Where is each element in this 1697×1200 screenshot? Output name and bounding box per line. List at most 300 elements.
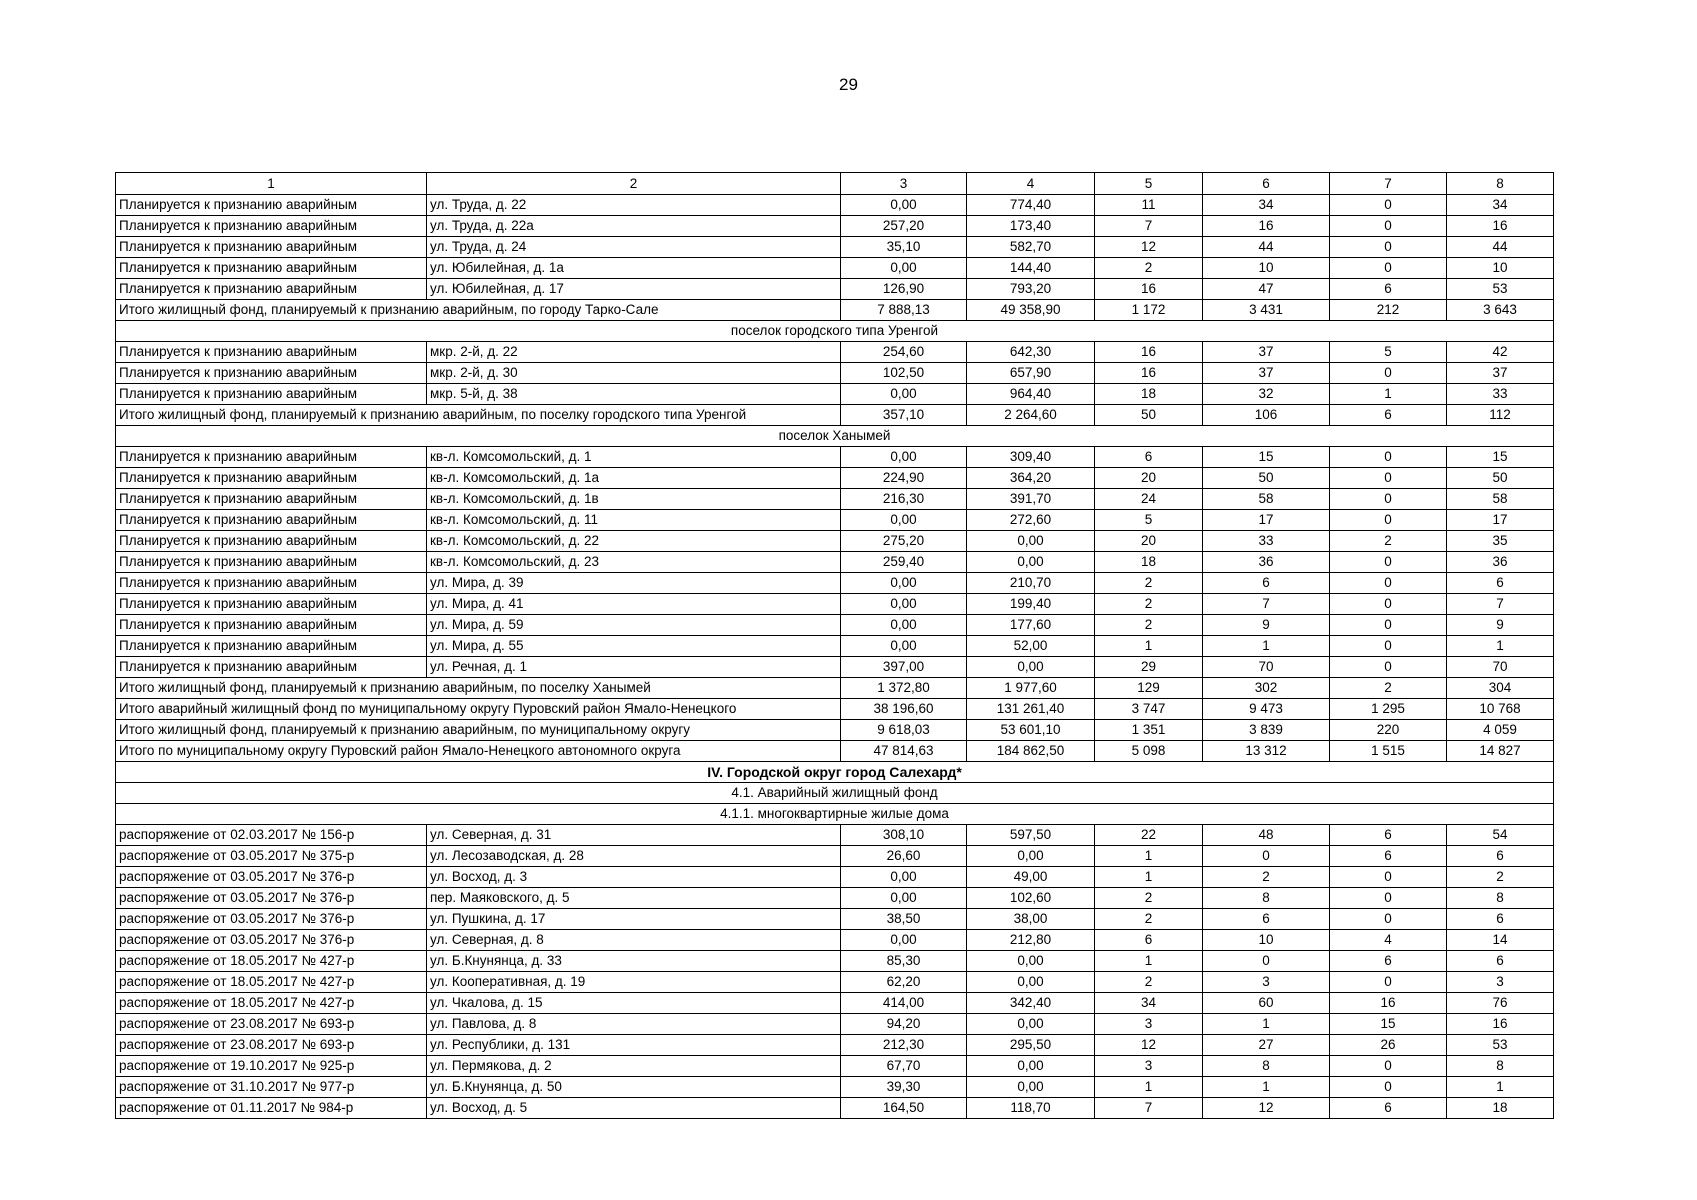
column-number-header: 5 (1095, 173, 1203, 195)
value-cell: 18 (1095, 552, 1203, 573)
value-cell: 102,50 (841, 363, 967, 384)
value-cell: 1 (1203, 1014, 1330, 1035)
section-header-row (116, 321, 1554, 342)
address-cell: ул. Восход, д. 3 (427, 867, 841, 888)
section-title-row (116, 762, 1554, 783)
basis-cell: распоряжение от 18.05.2017 № 427-р (116, 993, 427, 1014)
value-cell: 34 (1095, 993, 1203, 1014)
section-header: IV. Городской округ город Салехард* (116, 762, 1554, 783)
value-cell: 50 (1447, 468, 1554, 489)
section-header-row (116, 783, 1554, 804)
table-row (116, 1014, 1554, 1035)
address-cell: ул. Республики, д. 131 (427, 1035, 841, 1056)
table-row (116, 825, 1554, 846)
value-cell: 0,00 (841, 867, 967, 888)
value-cell: 85,30 (841, 951, 967, 972)
address-cell: мкр. 2-й, д. 22 (427, 342, 841, 363)
total-row (116, 678, 1554, 699)
value-cell: 16 (1203, 216, 1330, 237)
value-cell: 0 (1330, 510, 1447, 531)
value-cell: 26 (1330, 1035, 1447, 1056)
value-cell: 6 (1447, 573, 1554, 594)
address-cell: ул. Чкалова, д. 15 (427, 993, 841, 1014)
value-cell: 2 (1095, 258, 1203, 279)
value-cell: 33 (1203, 531, 1330, 552)
value-cell: 70 (1203, 657, 1330, 678)
total-row (116, 741, 1554, 762)
total-value-cell: 212 (1330, 300, 1447, 321)
table-row (116, 468, 1554, 489)
value-cell: 6 (1330, 846, 1447, 867)
address-cell: кв-л. Комсомольский, д. 23 (427, 552, 841, 573)
value-cell: 1 (1095, 846, 1203, 867)
basis-cell: распоряжение от 03.05.2017 № 376-р (116, 930, 427, 951)
address-cell: ул. Северная, д. 31 (427, 825, 841, 846)
value-cell: 6 (1203, 909, 1330, 930)
value-cell: 0,00 (841, 573, 967, 594)
value-cell: 35 (1447, 531, 1554, 552)
value-cell: 212,80 (967, 930, 1095, 951)
value-cell: 0,00 (841, 510, 967, 531)
basis-cell: Планируется к признанию аварийным (116, 552, 427, 573)
value-cell: 0 (1203, 846, 1330, 867)
total-value-cell: 106 (1203, 405, 1330, 426)
value-cell: 8 (1447, 1056, 1554, 1077)
total-value-cell: 302 (1203, 678, 1330, 699)
value-cell: 37 (1203, 342, 1330, 363)
total-label-cell: Итого жилищный фонд, планируемый к признанию аварийным, по поселку городского типа Уренгой (116, 405, 841, 426)
value-cell: 15 (1203, 447, 1330, 468)
column-number-header: 2 (427, 173, 841, 195)
value-cell: 774,40 (967, 195, 1095, 216)
address-cell: ул. Павлова, д. 8 (427, 1014, 841, 1035)
basis-cell: распоряжение от 03.05.2017 № 376-р (116, 888, 427, 909)
value-cell: 2 (1330, 531, 1447, 552)
value-cell: 76 (1447, 993, 1554, 1014)
value-cell: 12 (1203, 1098, 1330, 1119)
value-cell: 53 (1447, 1035, 1554, 1056)
value-cell: 7 (1203, 594, 1330, 615)
value-cell: 20 (1095, 468, 1203, 489)
value-cell: 36 (1447, 552, 1554, 573)
section-header: 4.1.1. многоквартирные жилые дома (116, 804, 1554, 825)
value-cell: 3 (1447, 972, 1554, 993)
basis-cell: Планируется к признанию аварийным (116, 237, 427, 258)
table-row (116, 1077, 1554, 1098)
address-cell: ул. Северная, д. 8 (427, 930, 841, 951)
section-header-row (116, 426, 1554, 447)
value-cell: 16 (1095, 342, 1203, 363)
value-cell: 58 (1203, 489, 1330, 510)
total-value-cell: 357,10 (841, 405, 967, 426)
total-row (116, 300, 1554, 321)
column-number-header: 7 (1330, 173, 1447, 195)
basis-cell: распоряжение от 18.05.2017 № 427-р (116, 972, 427, 993)
value-cell: 18 (1447, 1098, 1554, 1119)
value-cell: 295,50 (967, 1035, 1095, 1056)
basis-cell: Планируется к признанию аварийным (116, 468, 427, 489)
basis-cell: распоряжение от 02.03.2017 № 156-р (116, 825, 427, 846)
value-cell: 0,00 (967, 552, 1095, 573)
value-cell: 67,70 (841, 1056, 967, 1077)
value-cell: 199,40 (967, 594, 1095, 615)
value-cell: 16 (1330, 993, 1447, 1014)
value-cell: 47 (1203, 279, 1330, 300)
total-value-cell: 14 827 (1447, 741, 1554, 762)
total-value-cell: 3 431 (1203, 300, 1330, 321)
total-value-cell: 220 (1330, 720, 1447, 741)
value-cell: 35,10 (841, 237, 967, 258)
value-cell: 6 (1447, 909, 1554, 930)
value-cell: 39,30 (841, 1077, 967, 1098)
value-cell: 118,70 (967, 1098, 1095, 1119)
value-cell: 391,70 (967, 489, 1095, 510)
value-cell: 1 (1447, 636, 1554, 657)
value-cell: 6 (1095, 930, 1203, 951)
total-value-cell: 38 196,60 (841, 699, 967, 720)
value-cell: 5 (1095, 510, 1203, 531)
table-row (116, 951, 1554, 972)
total-label-cell: Итого по муниципальному округу Пуровский район Ямало-Ненецкого автономного округа (116, 741, 841, 762)
value-cell: 62,20 (841, 972, 967, 993)
address-cell: ул. Б.Кнунянца, д. 33 (427, 951, 841, 972)
value-cell: 44 (1203, 237, 1330, 258)
value-cell: 216,30 (841, 489, 967, 510)
address-cell: кв-л. Комсомольский, д. 1а (427, 468, 841, 489)
value-cell: 6 (1330, 951, 1447, 972)
value-cell: 0 (1330, 888, 1447, 909)
value-cell: 0 (1203, 951, 1330, 972)
section-header: поселок Ханымей (116, 426, 1554, 447)
total-value-cell: 10 768 (1447, 699, 1554, 720)
address-cell: ул. Лесозаводская, д. 28 (427, 846, 841, 867)
value-cell: 14 (1447, 930, 1554, 951)
value-cell: 34 (1203, 195, 1330, 216)
value-cell: 0,00 (841, 636, 967, 657)
value-cell: 36 (1203, 552, 1330, 573)
value-cell: 4 (1330, 930, 1447, 951)
total-value-cell: 1 172 (1095, 300, 1203, 321)
value-cell: 0 (1330, 216, 1447, 237)
table-row (116, 216, 1554, 237)
value-cell: 2 (1447, 867, 1554, 888)
value-cell: 0,00 (967, 1056, 1095, 1077)
table-row (116, 993, 1554, 1014)
value-cell: 17 (1447, 510, 1554, 531)
column-number-header: 8 (1447, 173, 1554, 195)
value-cell: 177,60 (967, 615, 1095, 636)
address-cell: ул. Пермякова, д. 2 (427, 1056, 841, 1077)
table-row (116, 972, 1554, 993)
value-cell: 0,00 (967, 972, 1095, 993)
value-cell: 0 (1330, 657, 1447, 678)
value-cell: 8 (1447, 888, 1554, 909)
value-cell: 102,60 (967, 888, 1095, 909)
total-value-cell: 9 473 (1203, 699, 1330, 720)
table-row (116, 258, 1554, 279)
value-cell: 48 (1203, 825, 1330, 846)
value-cell: 37 (1447, 363, 1554, 384)
table-row (116, 384, 1554, 405)
value-cell: 58 (1447, 489, 1554, 510)
value-cell: 17 (1203, 510, 1330, 531)
total-label-cell: Итого жилищный фонд, планируемый к признанию аварийным, по поселку Ханымей (116, 678, 841, 699)
value-cell: 1 (1095, 867, 1203, 888)
section-header: 4.1. Аварийный жилищный фонд (116, 783, 1554, 804)
value-cell: 11 (1095, 195, 1203, 216)
column-number-header: 4 (967, 173, 1095, 195)
value-cell: 50 (1203, 468, 1330, 489)
address-cell: ул. Мира, д. 59 (427, 615, 841, 636)
total-label-cell: Итого жилищный фонд, планируемый к признанию аварийным, по городу Тарко-Сале (116, 300, 841, 321)
value-cell: 6 (1095, 447, 1203, 468)
value-cell: 397,00 (841, 657, 967, 678)
basis-cell: Планируется к признанию аварийным (116, 447, 427, 468)
value-cell: 8 (1203, 888, 1330, 909)
value-cell: 0 (1330, 615, 1447, 636)
total-value-cell: 184 862,50 (967, 741, 1095, 762)
basis-cell: Планируется к признанию аварийным (116, 279, 427, 300)
value-cell: 7 (1095, 216, 1203, 237)
table-row (116, 615, 1554, 636)
value-cell: 597,50 (967, 825, 1095, 846)
value-cell: 20 (1095, 531, 1203, 552)
total-value-cell: 3 839 (1203, 720, 1330, 741)
value-cell: 0 (1330, 867, 1447, 888)
value-cell: 0 (1330, 1056, 1447, 1077)
table-row (116, 573, 1554, 594)
value-cell: 7 (1447, 594, 1554, 615)
total-value-cell: 131 261,40 (967, 699, 1095, 720)
value-cell: 6 (1330, 279, 1447, 300)
value-cell: 0 (1330, 636, 1447, 657)
value-cell: 60 (1203, 993, 1330, 1014)
address-cell: ул. Юбилейная, д. 17 (427, 279, 841, 300)
value-cell: 1 (1095, 951, 1203, 972)
value-cell: 164,50 (841, 1098, 967, 1119)
value-cell: 0,00 (841, 594, 967, 615)
table-row (116, 930, 1554, 951)
value-cell: 212,30 (841, 1035, 967, 1056)
total-value-cell: 112 (1447, 405, 1554, 426)
value-cell: 26,60 (841, 846, 967, 867)
value-cell: 24 (1095, 489, 1203, 510)
value-cell: 6 (1447, 951, 1554, 972)
table-row (116, 846, 1554, 867)
value-cell: 642,30 (967, 342, 1095, 363)
value-cell: 0 (1330, 972, 1447, 993)
value-cell: 15 (1330, 1014, 1447, 1035)
table-row (116, 237, 1554, 258)
value-cell: 582,70 (967, 237, 1095, 258)
total-value-cell: 1 351 (1095, 720, 1203, 741)
value-cell: 16 (1095, 279, 1203, 300)
value-cell: 309,40 (967, 447, 1095, 468)
basis-cell: Планируется к признанию аварийным (116, 531, 427, 552)
value-cell: 8 (1203, 1056, 1330, 1077)
table-row (116, 636, 1554, 657)
value-cell: 16 (1095, 363, 1203, 384)
value-cell: 70 (1447, 657, 1554, 678)
value-cell: 22 (1095, 825, 1203, 846)
total-value-cell: 5 098 (1095, 741, 1203, 762)
basis-cell: Планируется к признанию аварийным (116, 489, 427, 510)
value-cell: 54 (1447, 825, 1554, 846)
value-cell: 0 (1330, 1077, 1447, 1098)
value-cell: 257,20 (841, 216, 967, 237)
basis-cell: Планируется к признанию аварийным (116, 594, 427, 615)
value-cell: 10 (1203, 258, 1330, 279)
address-cell: ул. Мира, д. 39 (427, 573, 841, 594)
total-label-cell: Итого жилищный фонд, планируемый к признанию аварийным, по муниципальному округу (116, 720, 841, 741)
value-cell: 3 (1203, 972, 1330, 993)
value-cell: 0,00 (841, 384, 967, 405)
value-cell: 0 (1330, 489, 1447, 510)
basis-cell: Планируется к признанию аварийным (116, 216, 427, 237)
value-cell: 9 (1203, 615, 1330, 636)
address-cell: ул. Б.Кнунянца, д. 50 (427, 1077, 841, 1098)
table-row (116, 657, 1554, 678)
value-cell: 0,00 (841, 615, 967, 636)
address-cell: ул. Труда, д. 22а (427, 216, 841, 237)
value-cell: 0,00 (841, 930, 967, 951)
value-cell: 0 (1330, 909, 1447, 930)
address-cell: кв-л. Комсомольский, д. 22 (427, 531, 841, 552)
basis-cell: Планируется к признанию аварийным (116, 342, 427, 363)
value-cell: 1 (1330, 384, 1447, 405)
total-value-cell: 2 (1330, 678, 1447, 699)
value-cell: 29 (1095, 657, 1203, 678)
table-row (116, 531, 1554, 552)
value-cell: 3 (1095, 1056, 1203, 1077)
column-number-header-row (116, 173, 1554, 195)
address-cell: ул. Юбилейная, д. 1а (427, 258, 841, 279)
value-cell: 12 (1095, 1035, 1203, 1056)
basis-cell: распоряжение от 23.08.2017 № 693-р (116, 1014, 427, 1035)
table-row (116, 447, 1554, 468)
total-value-cell: 1 977,60 (967, 678, 1095, 699)
value-cell: 173,40 (967, 216, 1095, 237)
table-row (116, 1098, 1554, 1119)
value-cell: 2 (1203, 867, 1330, 888)
value-cell: 308,10 (841, 825, 967, 846)
basis-cell: распоряжение от 31.10.2017 № 977-р (116, 1077, 427, 1098)
value-cell: 0 (1330, 594, 1447, 615)
value-cell: 2 (1095, 972, 1203, 993)
basis-cell: распоряжение от 23.08.2017 № 693-р (116, 1035, 427, 1056)
address-cell: пер. Маяковского, д. 5 (427, 888, 841, 909)
total-value-cell: 47 814,63 (841, 741, 967, 762)
value-cell: 2 (1095, 888, 1203, 909)
value-cell: 144,40 (967, 258, 1095, 279)
column-number-header: 6 (1203, 173, 1330, 195)
value-cell: 44 (1447, 237, 1554, 258)
total-value-cell: 9 618,03 (841, 720, 967, 741)
basis-cell: Планируется к признанию аварийным (116, 195, 427, 216)
value-cell: 38,00 (967, 909, 1095, 930)
total-value-cell: 3 643 (1447, 300, 1554, 321)
value-cell: 32 (1203, 384, 1330, 405)
value-cell: 0,00 (967, 846, 1095, 867)
total-value-cell: 13 312 (1203, 741, 1330, 762)
value-cell: 224,90 (841, 468, 967, 489)
value-cell: 3 (1095, 1014, 1203, 1035)
basis-cell: Планируется к признанию аварийным (116, 636, 427, 657)
value-cell: 94,20 (841, 1014, 967, 1035)
value-cell: 342,40 (967, 993, 1095, 1014)
total-value-cell: 6 (1330, 405, 1447, 426)
value-cell: 364,20 (967, 468, 1095, 489)
value-cell: 964,40 (967, 384, 1095, 405)
total-row (116, 405, 1554, 426)
column-number-header: 1 (116, 173, 427, 195)
address-cell: ул. Труда, д. 22 (427, 195, 841, 216)
table-row (116, 510, 1554, 531)
value-cell: 254,60 (841, 342, 967, 363)
total-row (116, 699, 1554, 720)
value-cell: 0,00 (841, 447, 967, 468)
total-value-cell: 7 888,13 (841, 300, 967, 321)
page-number: 29 (839, 75, 858, 94)
value-cell: 1 (1095, 636, 1203, 657)
value-cell: 16 (1447, 216, 1554, 237)
value-cell: 2 (1095, 615, 1203, 636)
total-value-cell: 3 747 (1095, 699, 1203, 720)
value-cell: 1 (1447, 1077, 1554, 1098)
value-cell: 10 (1447, 258, 1554, 279)
value-cell: 275,20 (841, 531, 967, 552)
basis-cell: распоряжение от 19.10.2017 № 925-р (116, 1056, 427, 1077)
value-cell: 0,00 (841, 888, 967, 909)
total-value-cell: 2 264,60 (967, 405, 1095, 426)
value-cell: 1 (1203, 636, 1330, 657)
value-cell: 52,00 (967, 636, 1095, 657)
total-value-cell: 304 (1447, 678, 1554, 699)
value-cell: 0 (1330, 573, 1447, 594)
value-cell: 0 (1330, 552, 1447, 573)
value-cell: 0 (1330, 237, 1447, 258)
basis-cell: Планируется к признанию аварийным (116, 657, 427, 678)
value-cell: 0 (1330, 468, 1447, 489)
value-cell: 0 (1330, 363, 1447, 384)
address-cell: ул. Восход, д. 5 (427, 1098, 841, 1119)
value-cell: 15 (1447, 447, 1554, 468)
address-cell: ул. Речная, д. 1 (427, 657, 841, 678)
basis-cell: распоряжение от 18.05.2017 № 427-р (116, 951, 427, 972)
value-cell: 49,00 (967, 867, 1095, 888)
value-cell: 6 (1330, 825, 1447, 846)
address-cell: ул. Труда, д. 24 (427, 237, 841, 258)
address-cell: ул. Мира, д. 41 (427, 594, 841, 615)
value-cell: 42 (1447, 342, 1554, 363)
basis-cell: Планируется к признанию аварийным (116, 384, 427, 405)
value-cell: 259,40 (841, 552, 967, 573)
value-cell: 414,00 (841, 993, 967, 1014)
total-value-cell: 50 (1095, 405, 1203, 426)
value-cell: 0 (1330, 258, 1447, 279)
value-cell: 10 (1203, 930, 1330, 951)
total-value-cell: 53 601,10 (967, 720, 1095, 741)
value-cell: 6 (1330, 1098, 1447, 1119)
value-cell: 27 (1203, 1035, 1330, 1056)
value-cell: 6 (1447, 846, 1554, 867)
value-cell: 0,00 (967, 657, 1095, 678)
basis-cell: распоряжение от 03.05.2017 № 375-р (116, 846, 427, 867)
basis-cell: Планируется к признанию аварийным (116, 573, 427, 594)
value-cell: 2 (1095, 573, 1203, 594)
value-cell: 34 (1447, 195, 1554, 216)
address-cell: ул. Кооперативная, д. 19 (427, 972, 841, 993)
